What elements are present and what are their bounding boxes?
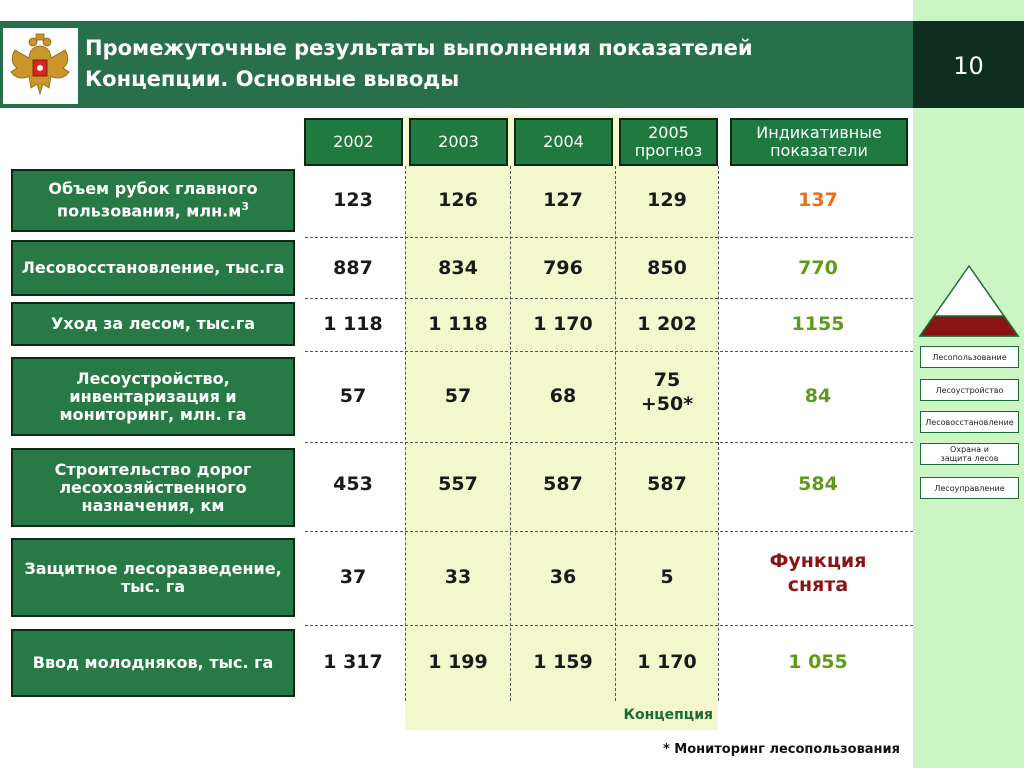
superscript: 3: [241, 200, 249, 214]
row-label-road-construction: Строительство дорог лесохозяйственного назначения, км: [11, 448, 295, 527]
cell-value: 557: [438, 473, 478, 495]
row-divider: [305, 298, 913, 299]
cell-value: 5: [660, 566, 674, 588]
cell-value: 129: [647, 189, 687, 211]
cell-value: 834: [438, 257, 478, 279]
legend-item: Лесопользование: [920, 346, 1019, 368]
indicative-value: 137: [798, 189, 838, 211]
cell-value: 1 199: [428, 651, 488, 673]
page-number: 10: [953, 52, 984, 80]
footnote: * Мониторинг лесопользования: [662, 742, 900, 757]
column-divider: [615, 166, 616, 701]
indicative-value: Функция снята: [769, 550, 867, 596]
row-label-text: Объем рубок главного пользования, $млн.м^3$: [48, 179, 258, 221]
page-title: [85, 33, 905, 95]
cell-value: 587: [543, 473, 583, 495]
cell-value: 887: [333, 257, 373, 279]
column-header-2003: 2003: [409, 118, 508, 166]
cell-value: 1 159: [533, 651, 593, 673]
row-label-reforestation: Лесовосстановление, тыс.га: [11, 240, 295, 296]
row-divider: [305, 531, 913, 532]
cell-value: 1 317: [323, 651, 383, 673]
cell-value: 36: [549, 566, 577, 588]
column-divider: [718, 166, 719, 701]
cell-value: 1 170: [533, 313, 593, 335]
indicative-value: 84: [804, 385, 832, 407]
cell-value: 796: [543, 257, 583, 279]
column-header-2005: 2005 прогноз: [619, 118, 718, 166]
cell-value: 57: [444, 385, 472, 407]
cell-value: 57: [339, 385, 367, 407]
pyramid-icon: [918, 264, 1020, 338]
cell-value: 33: [444, 566, 472, 588]
row-divider: [305, 625, 913, 626]
column-divider: [405, 166, 406, 701]
indicative-value: 770: [798, 257, 838, 279]
legend-item: Лесоустройство: [920, 379, 1019, 401]
concept-label: Концепция: [623, 707, 713, 723]
row-label-young-stands: Ввод молодняков, тыс. га: [11, 629, 295, 697]
column-header-2002: 2002: [304, 118, 403, 166]
row-divider: [305, 237, 913, 238]
indicative-value: 1155: [791, 313, 845, 335]
column-divider: [510, 166, 511, 701]
cell-value: 1 118: [428, 313, 488, 335]
indicative-value: 584: [798, 473, 838, 495]
column-header-2004: 2004: [514, 118, 613, 166]
row-label-forest-management: Лесоустройство, инвентаризация и мониторинг, млн. га: [11, 357, 295, 436]
legend-item: Лесоуправление: [920, 477, 1019, 499]
cell-value: 68: [549, 385, 577, 407]
cell-value: 126: [438, 189, 478, 211]
row-label-forest-care: Уход за лесом, тыс.га: [11, 302, 295, 346]
row-label-protective-afforestation: Защитное лесоразведение, тыс. га: [11, 538, 295, 617]
coat-of-arms-logo: [3, 28, 78, 104]
indicative-value: 1 055: [788, 651, 848, 673]
cell-value: 453: [333, 473, 373, 495]
row-divider: [305, 351, 913, 352]
cell-value: 75 +50*: [640, 369, 694, 415]
legend-item: Лесовосстановление: [920, 411, 1019, 433]
cell-value: 123: [333, 189, 373, 211]
cell-value: 1 170: [637, 651, 697, 673]
cell-value: 587: [647, 473, 687, 495]
title-line-1: Промежуточные результаты выполнения показателей: [85, 36, 753, 60]
cell-value: 1 118: [323, 313, 383, 335]
title-line-2: Концепции. Основные выводы: [85, 67, 460, 91]
column-header-indicative: Индикативные показатели: [730, 118, 908, 166]
cell-value: 127: [543, 189, 583, 211]
cell-value: 850: [647, 257, 687, 279]
legend-item: Охрана и защита лесов: [920, 443, 1019, 465]
row-divider: [305, 442, 913, 443]
cell-value: 1 202: [637, 313, 697, 335]
cell-value: 37: [339, 566, 367, 588]
row-label-logging: [11, 169, 295, 232]
